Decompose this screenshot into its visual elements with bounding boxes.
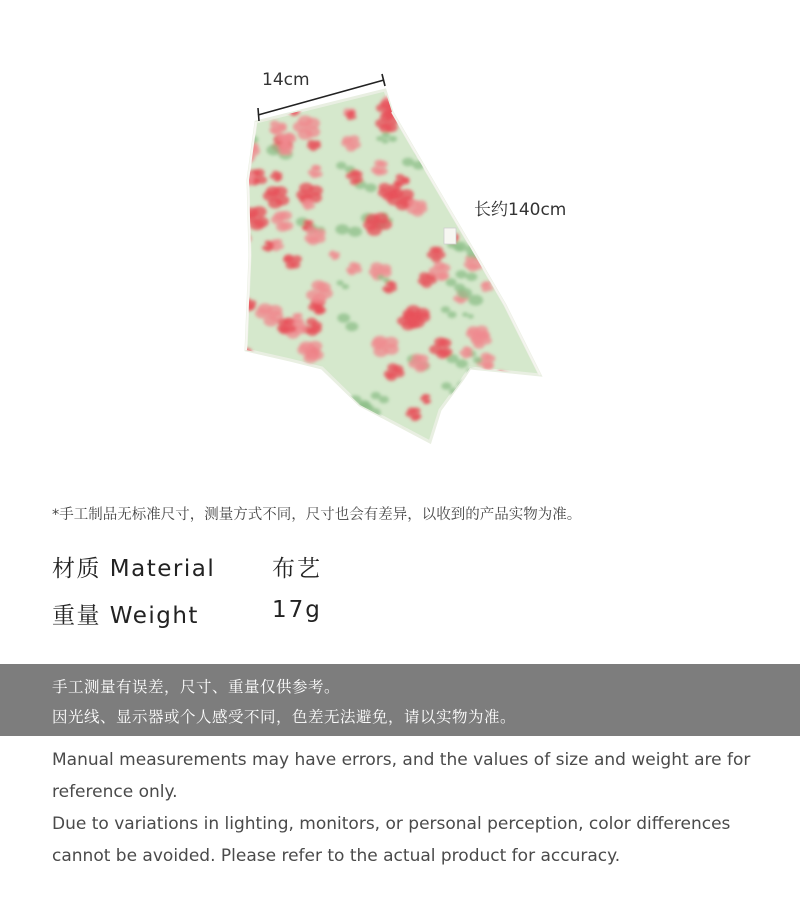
spec-row-weight <box>52 597 752 631</box>
floral-motif <box>262 392 280 407</box>
width-measurement-label: 14cm <box>262 70 310 90</box>
floral-motif <box>439 84 465 106</box>
floral-motif <box>413 104 426 116</box>
floral-motif <box>505 145 529 166</box>
floral-motif <box>235 256 246 265</box>
english-note-color: Due to variations in lighting, monitors, or personal perception, color differences cannot be avoided. Please refer to the actual product for accuracy. <box>52 814 731 866</box>
floral-motif <box>271 398 291 415</box>
floral-motif <box>268 402 285 417</box>
floral-motif <box>506 174 520 186</box>
floral-motif <box>315 75 339 95</box>
handmade-disclaimer: *手工制品无标准尺寸，测量方式不同，尺寸也会有差异，以收到的产品实物为准。 <box>52 507 582 523</box>
floral-motif <box>462 113 478 127</box>
floral-motif <box>289 385 307 398</box>
floral-motif <box>261 359 278 374</box>
floral-motif <box>476 124 495 140</box>
floral-motif <box>249 397 262 408</box>
floral-motif <box>310 394 331 408</box>
floral-motif <box>393 429 406 440</box>
weight-label: 重量 Weight <box>52 603 199 629</box>
floral-motif <box>298 405 319 422</box>
floral-motif <box>501 235 514 246</box>
floral-motif <box>366 432 388 451</box>
floral-motif <box>428 157 447 174</box>
floral-motif <box>234 358 257 378</box>
floral-motif <box>239 369 251 376</box>
floral-motif <box>530 112 543 118</box>
english-note <box>52 744 768 872</box>
floral-motif <box>486 420 505 437</box>
floral-motif <box>233 353 257 373</box>
floral-motif <box>251 408 277 430</box>
floral-motif <box>282 364 303 377</box>
banner-line-color: 因光线、显示器或个人感受不同，色差无法避免，请以实物为准。 <box>52 708 517 726</box>
floral-motif <box>241 206 268 230</box>
floral-motif <box>497 415 522 438</box>
floral-motif <box>487 140 500 151</box>
floral-motif <box>534 306 551 318</box>
floral-motif <box>528 165 541 175</box>
floral-motif <box>494 408 508 416</box>
scarf <box>230 75 552 451</box>
weight-value: 17g <box>272 597 322 623</box>
floral-motif <box>464 407 489 427</box>
floral-motif <box>518 291 540 310</box>
floral-motif <box>510 143 533 153</box>
floral-motif <box>523 382 549 404</box>
floral-motif <box>512 306 533 325</box>
floral-motif <box>508 109 533 131</box>
floral-motif <box>531 144 543 154</box>
measurement-note-banner <box>0 664 800 736</box>
floral-motif <box>446 88 458 98</box>
floral-motif <box>486 85 513 108</box>
floral-motif <box>511 270 534 291</box>
floral-motif <box>481 101 493 110</box>
floral-motif <box>434 97 456 116</box>
floral-motif <box>306 417 323 430</box>
length-measurement-label: 长约140cm <box>474 200 567 220</box>
floral-motif <box>521 79 537 92</box>
material-value: 布艺 <box>272 556 322 582</box>
floral-motif <box>530 237 551 254</box>
floral-motif <box>509 271 524 284</box>
spec-row-material <box>52 550 752 584</box>
floral-motif <box>430 126 449 143</box>
floral-motif <box>471 434 490 450</box>
floral-motif <box>230 347 254 367</box>
floral-motif <box>437 425 451 437</box>
banner-line-measurement: 手工测量有误差，尺寸、重量仅供参考。 <box>52 678 341 696</box>
english-note-measurement: Manual measurements may have errors, and the values of size and weight are for reference only. <box>52 750 751 802</box>
floral-motif <box>276 375 287 382</box>
floral-motif <box>370 425 388 441</box>
fabric-tag <box>444 228 456 244</box>
floral-motif <box>371 336 399 357</box>
floral-motif <box>252 95 280 119</box>
material-label: 材质 Material <box>52 556 216 582</box>
